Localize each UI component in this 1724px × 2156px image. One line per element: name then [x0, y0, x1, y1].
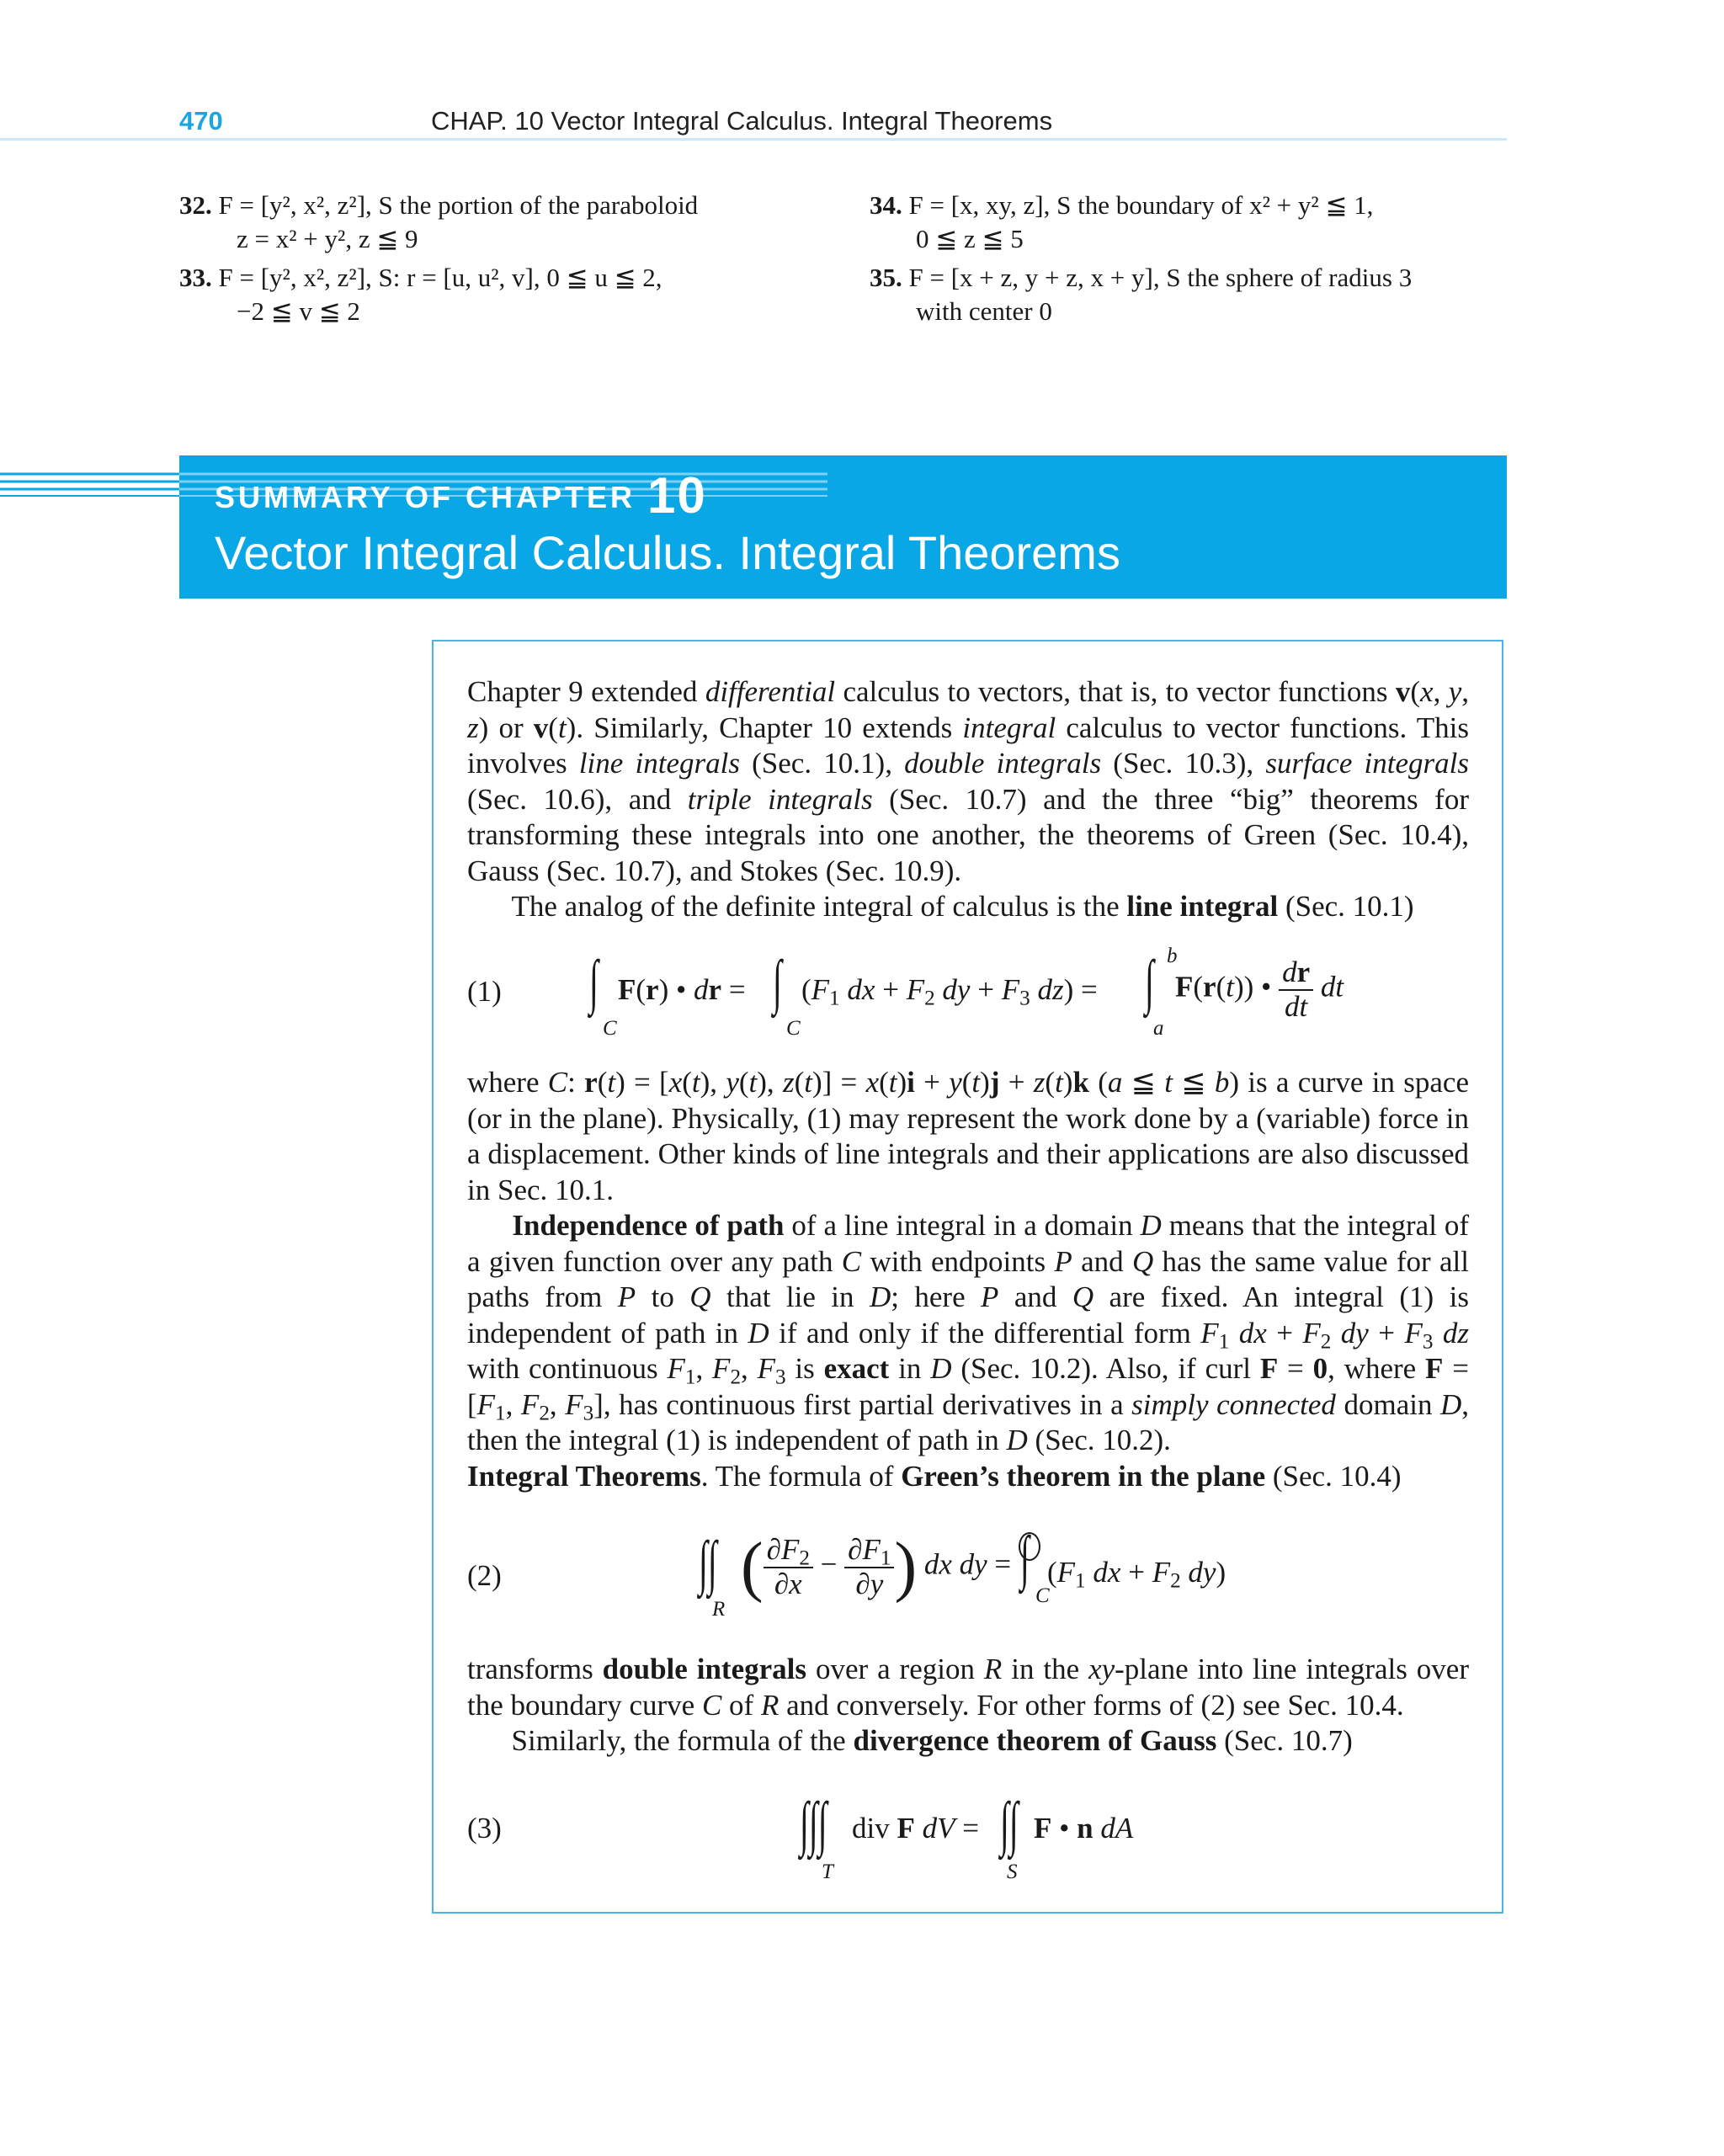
term-independence-of-path: Independence of path — [512, 1209, 785, 1242]
integral-sign: ∫ — [1145, 948, 1154, 1015]
limit-upper: b — [1167, 945, 1178, 967]
banner-kicker — [215, 461, 707, 524]
term-divergence-theorem: divergence theorem of Gauss — [853, 1724, 1217, 1757]
problem-text-cont: with center 0 — [916, 296, 1052, 326]
header-rule — [0, 138, 1507, 141]
page-number: 470 — [179, 106, 223, 136]
integral-sign: ∫ — [773, 948, 782, 1015]
term-greens-theorem: Green’s theorem in the plane — [901, 1459, 1266, 1493]
banner-title: Vector Integral Calculus. Integral Theorems — [215, 526, 1120, 579]
equation-1: ∫ C F(r) • dr = ∫ C ($F_1$ dx + $F_2$ dy + $F_3$ dz) = ∫ b a F(r(t)) • $\frac{dr}{dt}$ dt — [589, 945, 1344, 1040]
double-integral-sign: ∫∫ — [699, 1529, 717, 1596]
equation-number-1: (1) — [467, 975, 502, 1008]
problem-number: 34. — [870, 190, 902, 220]
equation-number-2: (2) — [467, 1559, 502, 1592]
equation-2: ∫∫ R ( $\frac{\partial F_2}{\partial x}$ − $\frac{\partial F_1}{\partial y}$ ) dx dy = ∫ C ($F_1$ dx + $F_2$ dy) — [699, 1524, 1226, 1621]
summary-para-curve: where C: r(t) = [x(t), y(t), z(t)] = x(t)i + y(t)j + z(t)k (a ≦ t ≦ b) is a curve in space (or in the plane). Physically, (1) may represent the work done by a (variable) force in a displacement. Other kinds of line integrals and their applications are also discussed in Sec. 10.1. Independence of path of a line integral in a domain D means that the integral of a given function over any path C with endpoints P and Q has the same value for all paths from P to Q that lie in D; here P and Q are fixed. An integral (1) is independent of path in D if and only if the differential form $F_1$ dx + $F_2$ dy + $F_3$ dz with continuous $F_1$, $F_2$, $F_3$ is exact in D (Sec. 10.2). Also, if curl F = 0, where $F = [F_1$, $F_2$, $F_3$], has continuous first partial derivatives in a simply connected domain D, then the integral (1) is independent of path in D (Sec. 10.2). Integral Theorems. The formula of Green’s theorem in the plane (Sec. 10.4) — [467, 1066, 1470, 1493]
limit-region: R — [712, 1598, 726, 1621]
problem-34 — [870, 189, 1509, 256]
problem-number: 33. — [179, 263, 212, 292]
summary-intro: Chapter 9 extended differential calculus to vectors, that is, to vector functions v(x, y, z) or v(t). Similarly, Chapter 10 extends integral calculus to vector functions. This involves line integrals (Sec. 10.1), double integrals (Sec. 10.3), surface integrals (Sec. 10.6), and triple integrals (Sec. 10.7) and the three “big” theorems for transforming these integrals into one another, the theorems of Green (Sec. 10.4), Gauss (Sec. 10.7), and Stokes (Sec. 10.9). The analog of the definite integral of calculus is the line integral (Sec. 10.1) — [467, 675, 1470, 923]
problem-text-cont: 0 ≦ z ≦ 5 — [916, 224, 1024, 253]
problem-number: 35. — [870, 263, 902, 292]
banner-kicker-text: SUMMARY OF CHAPTER — [215, 480, 636, 514]
problem-33 — [179, 261, 819, 328]
term-exact: exact — [823, 1352, 890, 1385]
term-double-integrals: double integrals — [602, 1653, 806, 1685]
term-line-integral: line integral — [1126, 890, 1279, 923]
double-integral-sign: ∫∫ — [1000, 1790, 1019, 1857]
equation-3: ∫∫∫ T div F dV = ∫∫ S F • n dA — [800, 1790, 1134, 1883]
summary-para-green: transforms double integrals over a region R in the xy-plane into line integrals over the boundary curve C of R and conversely. For other forms of (2) see Sec. 10.4. Similarly, the formula of the divergence theorem of Gauss (Sec. 10.7) — [467, 1653, 1469, 1757]
banner-chapter-number: 10 — [647, 467, 707, 524]
equation-number-3: (3) — [467, 1812, 502, 1845]
problem-text: F = [y², x², z²], S: r = [u, u², v], 0 ≦ u ≦ 2, — [218, 263, 662, 292]
problem-35 — [870, 261, 1509, 328]
limit-lower: C — [786, 1017, 801, 1040]
limit-surface: S — [1007, 1861, 1018, 1883]
limit-lower: a — [1153, 1017, 1164, 1040]
problem-text-cont: z = x² + y², z ≦ 9 — [237, 224, 418, 253]
contour-integral-sign: ∫ — [1020, 1524, 1030, 1591]
limit-curve: C — [1035, 1584, 1050, 1607]
term-integral-theorems: Integral Theorems — [467, 1459, 701, 1493]
problem-number: 32. — [179, 190, 212, 220]
limit-volume: T — [822, 1861, 833, 1883]
problem-text-cont: −2 ≦ v ≦ 2 — [237, 296, 360, 326]
integral-sign: ∫ — [589, 948, 599, 1015]
triple-integral-sign: ∫∫∫ — [800, 1790, 827, 1857]
problem-text: F = [x + z, y + z, x + y], S the sphere of radius 3 — [908, 263, 1413, 292]
running-head: CHAP. 10 Vector Integral Calculus. Integral Theorems — [431, 106, 1053, 136]
problem-text: F = [x, xy, z], S the boundary of x² + y² ≦ 1, — [908, 190, 1374, 220]
limit-lower: C — [603, 1017, 617, 1040]
problem-text: F = [y², x², z²], S the portion of the paraboloid — [218, 190, 699, 220]
problem-32 — [179, 189, 819, 256]
